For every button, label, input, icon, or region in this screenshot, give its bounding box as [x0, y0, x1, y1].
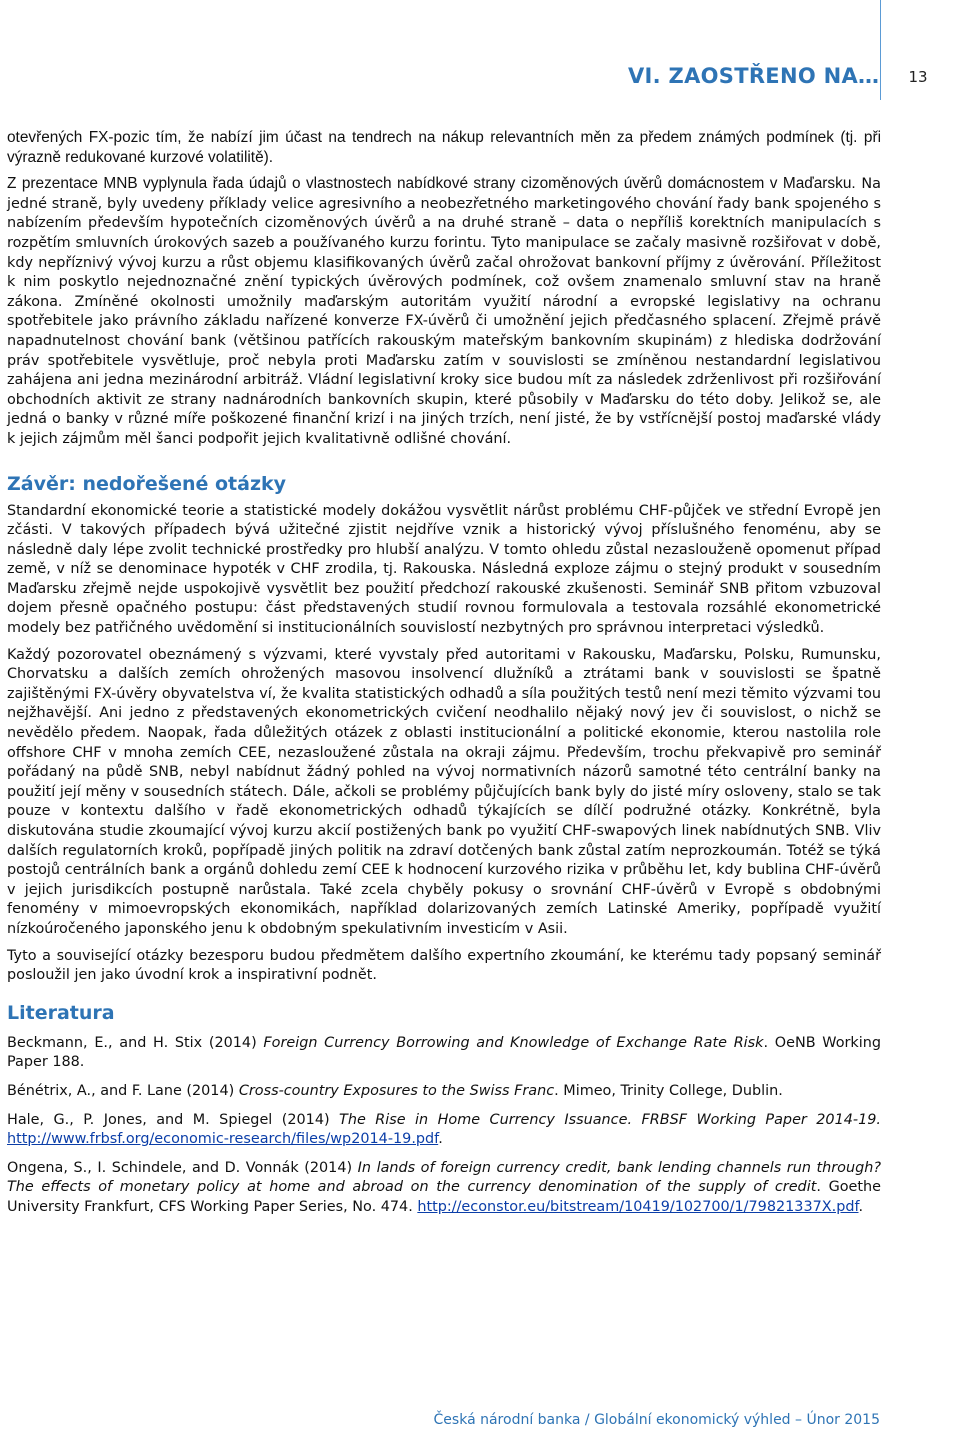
- header-divider: [880, 0, 881, 100]
- intro-paragraph-2-lead: Z prezentace MNB vyplynula řada údajů o vlastnostech nabídkové strany cizoměnových úvěrů domácnostem v Maďarsku.: [7, 175, 856, 193]
- reference-link[interactable]: http://www.frbsf.org/economic-research/files/wp2014-19.pdf: [7, 1131, 439, 1148]
- conclusion-heading: Závěr: nedořešené otázky: [7, 472, 287, 495]
- reference-title: Cross-country Exposures to the Swiss Franc: [238, 1082, 555, 1099]
- intro-paragraph-1: otevřených FX-pozic tím, že nabízí jim účast na tendrech na nákup relevantních měn za předem známých podmínek (tj. při výrazně redukované kurzové volatilitě).: [7, 129, 881, 166]
- literature-heading: Literatura: [7, 1001, 115, 1024]
- reference-title: Foreign Currency Borrowing and Knowledge of Exchange Rate Risk: [263, 1034, 764, 1051]
- page-footer: Česká národní banka / Globální ekonomický výhled – Únor 2015: [433, 1412, 880, 1428]
- header-title: VI. ZAOSTŘENO NA…: [628, 64, 880, 88]
- reference-source: . Mimeo, Trinity College, Dublin.: [554, 1082, 783, 1099]
- reference-item: [7, 1082, 881, 1102]
- conclusion-paragraph-1: Standardní ekonomické teorie a statistické modely dokážou vysvětlit nárůst problému CHF-půjček ve střední Evropě jen zčásti. V takových případech bývá užitečné zjistit nejdříve vznik a historický vývoj příslušného fenoménu, aby se následně daly lépe zvolit technické prostředky pro hlubší analýzu. V tomto ohledu zůstal nezaslouženě opomenut případ země, v níž se denominace hypoték v CHF zrodila, tj. Rakouska. Následná exploze zájmu o stejný produkt v sousedním Maďarsku zřejmě nejde uspokojivě vysvětlit bez použití předchozí rakouské zkušenosti. Seminář SNB přitom vzbuzoval dojem přesně opačného postupu: část představených studií rovnou formulovala a testovala rozsáhlé ekonometrické modely bez patřičného uvědomění si institucionálních souvislostí nezbytných pro správnou interpretaci výsledků.: [7, 502, 881, 637]
- reference-item: [7, 1111, 881, 1150]
- reference-end: .: [858, 1198, 864, 1215]
- reference-source: . Goethe University Frankfurt, CFS Working Paper Series, No. 474.: [7, 1179, 881, 1215]
- conclusion-paragraph-2: Každý pozorovatel obeznámený s výzvami, které vyvstaly před autoritami v Rakousku, Maďarsku, Polsku, Rumunsku, Chorvatsku a dalších zemích ohrožených masovou insolvencí dlužníků a ztrátami bank v souvislosti se špatně zajištěnými FX-úvěry obyvatelstva ví, že kvalita statistických odhadů a síla použitých testů není mezi těmito výzvami tou nejžhavější. Ani jedno z představených ekonometrických cvičení neodhalilo nějaký nový jev či souvislost, o nichž se nevědělo předem. Naopak, řada důležitých otázek z oblasti institucionální a politické ekonomie, kterou nastolila role offshore CHF v mnoha zemích CEE, nezasloužené zůstala na okraji zájmu. Především, trochu překvapivě pro seminář pořádaný na půdě SNB, nebyl nabídnut žádný pohled na vývoj normativních názorů samotné této centrální banky na použití její měny v sousedních státech. Dále, ačkoli se problémy půjčujících bank byly do jisté míry osloveny, stalo se tak pouze v kontextu dalšího v řadě ekonometrických odhadů týkajících se dílčí podružné otázky. Konkrétně, byla diskutována studie zkoumající vývoj kurzu akcií postižených bank po využití CHF-swapových linek nabídnutých SNB. Vliv dalších regulatorních kroků, popřípadě jiných politik na zdraví dotčených bank zůstal zatím neprozkoumán. Totéž se týká postojů centrálních bank a orgánů dohledu zemí CEE k hodnocení kurzového rizika v průběhu let, kdy bublina CHF-úvěrů v jejich jurisdikcích postupně narůstala. Také zcela chyběly pokusy o srovnání CHF-úvěrů v Evropě s obdobnými fenomény v mimoevropských ekonomikách, například dolarizovaných zemích Latinské Ameriky, popřípadě využití nízkoúročeného japonského jenu k obdobným spekulativním investicím v Asii.: [7, 646, 881, 937]
- reference-authors: Ongena, S., I. Schindele, and D. Vonnák (2014): [7, 1159, 358, 1176]
- reference-item: [7, 1159, 881, 1218]
- reference-link[interactable]: http://econstor.eu/bitstream/10419/102700/1/79821337X.pdf: [417, 1198, 859, 1215]
- article-body: [7, 128, 881, 1218]
- reference-title: The Rise in Home Currency Issuance. FRBSF Working Paper 2014-19.: [339, 1111, 881, 1128]
- reference-end: .: [438, 1131, 443, 1148]
- reference-item: [7, 1034, 881, 1073]
- page-number: 13: [908, 68, 928, 86]
- reference-authors: Bénétrix, A., and F. Lane (2014): [7, 1082, 239, 1099]
- reference-authors: Beckmann, E., and H. Stix (2014): [7, 1034, 264, 1051]
- conclusion-paragraph-3: Tyto a související otázky bezesporu budou předmětem dalšího expertního zkoumání, ke kterému tady popsaný seminář posloužil jen jako úvodní krok a inspirativní podnět.: [7, 947, 881, 984]
- intro-paragraph-2: [7, 174, 881, 449]
- reference-title: In lands of foreign currency credit, bank lending channels run through? The effects of monetary policy at home and abroad on the currency denomination of the supply of credit: [7, 1159, 882, 1196]
- reference-authors: Hale, G., P. Jones, and M. Spiegel (2014): [7, 1111, 340, 1128]
- intro-paragraph-2-body: Na jedné straně, byly uvedeny příklady velice agresivního a neobezřetného marketingového chování řady bank spojeného s nabízením především hypotečních cizoměnových úvěrů a na druhé straně – data o nepříliš korektních manipulacích s rozpětím smluvních úrokových sazeb a používaného kurzu forintu. Tyto manipulace se začaly masivně rozšiřovat v době, kdy nepříznivý vývoj kurzu a růst objemu klasifikovaných úvěrů začal ohrožovat bankovní příjmy z úvěrování. Příležitost k nim poskytlo nejednoznačné znění typických úvěrových podmínek, což ovšem znamenalo smluvní stav na hraně zákona. Zmíněné okolnosti umožnily maďarským autoritám využití národní a evropské legislativy na ochranu spotřebitele jako právního základu nařízené konverze FX-úvěrů či umožnění jejich předčasného splacení. Zřejmě právě napadnutelnost chování bank (většinou patřících rakouským mateřským bankovním skupinám) z hlediska dodržování práv spotřebitele vysvětluje, proč nebyla proti Maďarsku zatím v souvislosti se zmíněnou nestandardní legislativou zahájena ani jedna mezinárodní arbitráž. Vládní legislativní kroky sice budou mít za následek zdrženlivost při rozšiřování obchodních aktivit ze strany nadnárodních bankovních skupin, které působily v Maďarsku do této doby. Jelikož se, ale jedná o banky v různé míře poškozené finanční krizí i na jiných trzích, není jisté, že by vstřícnější postoj maďarské vlády k jejich zájmům měl šanci podpořit jejich kvalitativně odlišné chování.: [7, 176, 881, 447]
- reference-source: . OeNB Working Paper 188.: [7, 1034, 881, 1071]
